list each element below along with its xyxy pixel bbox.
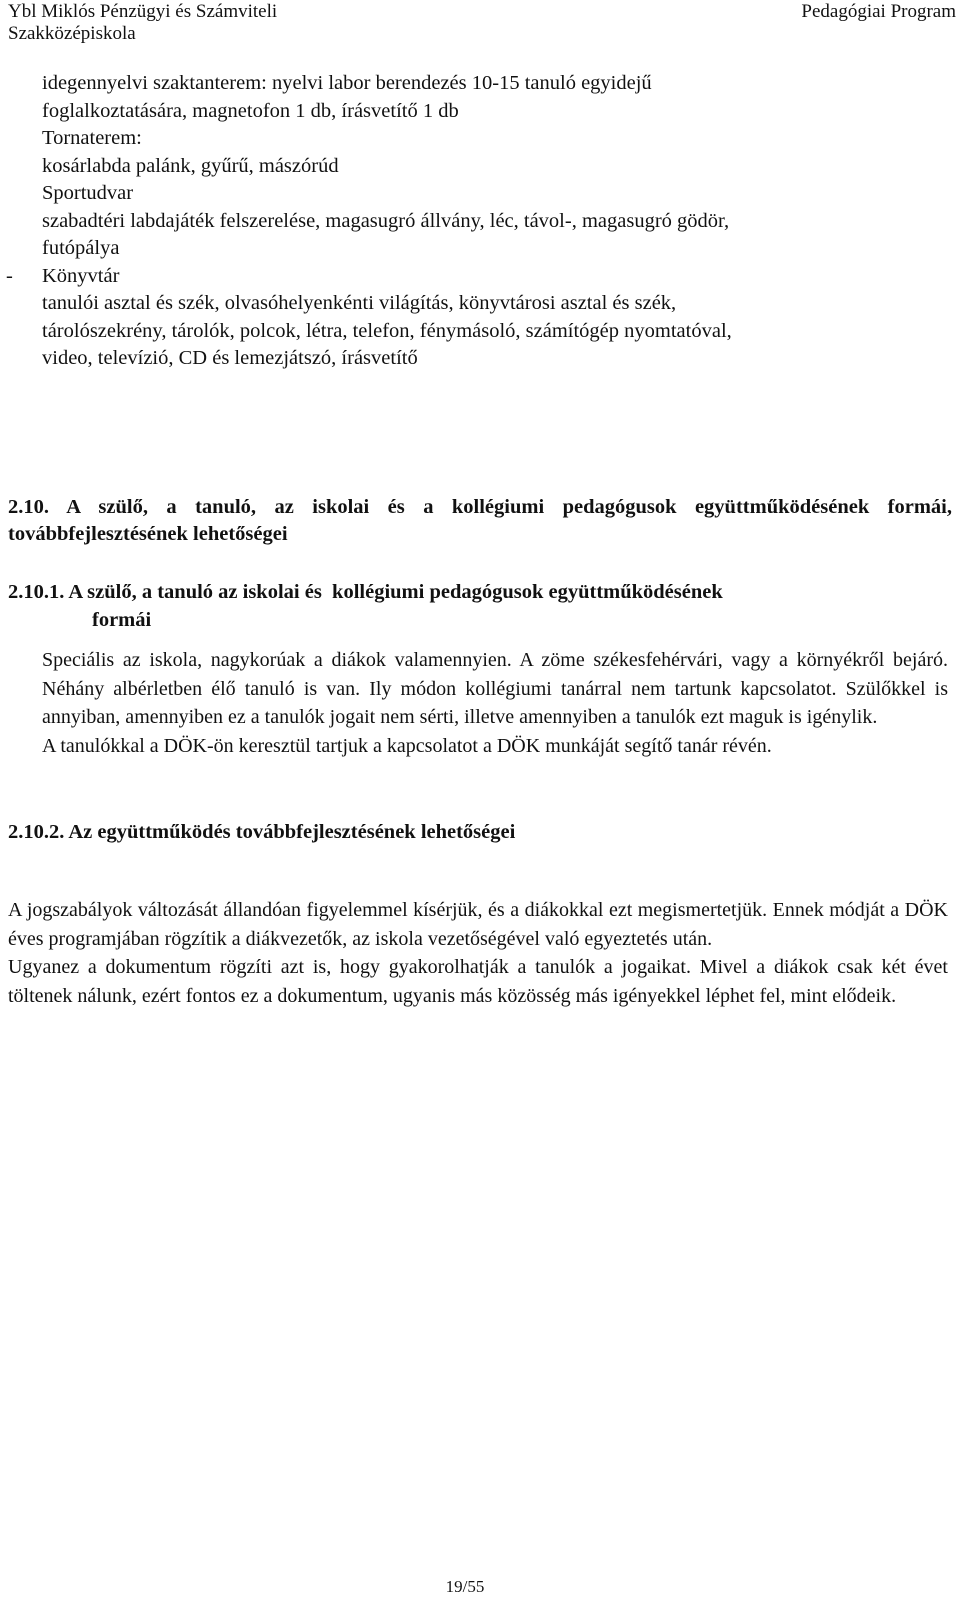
equipment-line: Sportudvar xyxy=(42,182,134,204)
library-line: tanulói asztal és szék, olvasóhelyenkénti világítás, könyvtárosi asztal és szék, xyxy=(42,292,677,314)
paragraph: A jogszabályok változását állandóan figyelemmel kísérjük, és a diákokkal ezt megismertetjük. Ennek módját a DÖK éves programjában rögzítik a diákvezetők, az iskola vezetőségével való egyeztetés után. xyxy=(8,899,948,950)
school-name: Ybl Miklós Pénzügyi és Számviteli xyxy=(8,1,278,22)
section-2-10-1-body xyxy=(42,646,948,760)
list-dash: - xyxy=(6,264,13,287)
library-title: Könyvtár xyxy=(42,264,120,287)
document-title: Pedagógiai Program xyxy=(801,1,956,22)
page-footer xyxy=(0,1576,960,1598)
section-heading-2-10-1 xyxy=(8,578,952,634)
equipment-line: kosárlabda palánk, gyűrű, mászórúd xyxy=(42,154,339,177)
paragraph: Speciális az iskola, nagykorúak a diákok valamennyien. A zöme székesfehérvári, vagy a környékről bejáró. Néhány albérletben élő tanuló is van. Ily módon kollégiumi tanárral nem tartunk kapcsolatot. Szülőkkel is annyiban, amennyiben ez a tanulók jogait nem sérti, illetve amennyiben a tanulók ezt maguk is igénylik. xyxy=(42,649,948,728)
library-line: tárolószekrény, tárolók, polcok, létra, telefon, fénymásoló, számítógép nyomtatóval, xyxy=(42,319,732,342)
section-heading-2-10-2: 2.10.2. Az együttműködés továbbfejlesztésének lehetőségei xyxy=(8,821,516,843)
library-item xyxy=(6,263,942,291)
heading-line: 2.10.1. A szülő, a tanuló az iskolai és kollégiumi pedagógusok együttműködésének xyxy=(8,581,723,603)
section-heading-2-10: 2.10. A szülő, a tanuló, az iskolai és a kollégiumi pedagógusok együttműködésének formái, továbbfejlesztésének lehetőségei xyxy=(8,496,952,545)
section-2-10-2-body xyxy=(8,896,948,1010)
equipment-line: foglalkoztatására, magnetofon 1 db, írásvetítő 1 db xyxy=(42,99,459,122)
heading-line: formái xyxy=(92,609,152,631)
school-type: Szakközépiskola xyxy=(8,23,136,44)
equipment-list xyxy=(6,70,942,373)
paragraph: Ugyanez a dokumentum rögzíti azt is, hogy gyakorolhatják a tanulók a jogaikat. Mivel a diákok csak két évet töltenek nálunk, ezért fontos ez a dokumentum, ugyanis más közösség más igényekkel léphet fel, mint elődeik. xyxy=(8,956,948,1007)
library-line: video, televízió, CD és lemezjátszó, írásvetítő xyxy=(42,347,418,369)
paragraph: A tanulókkal a DÖK-ön keresztül tartjuk a kapcsolatot a DÖK munkáját segítő tanár révén. xyxy=(42,734,772,757)
page-number: 19/55 xyxy=(445,1577,485,1596)
equipment-line: Tornaterem: xyxy=(42,127,142,149)
equipment-line: szabadtéri labdajáték felszerelése, magasugró állvány, léc, távol-, magasugró gödör, xyxy=(42,209,730,232)
equipment-line: futópálya xyxy=(42,237,120,259)
equipment-line: idegennyelvi szaktanterem: nyelvi labor berendezés 10-15 tanuló egyidejű xyxy=(42,72,652,94)
